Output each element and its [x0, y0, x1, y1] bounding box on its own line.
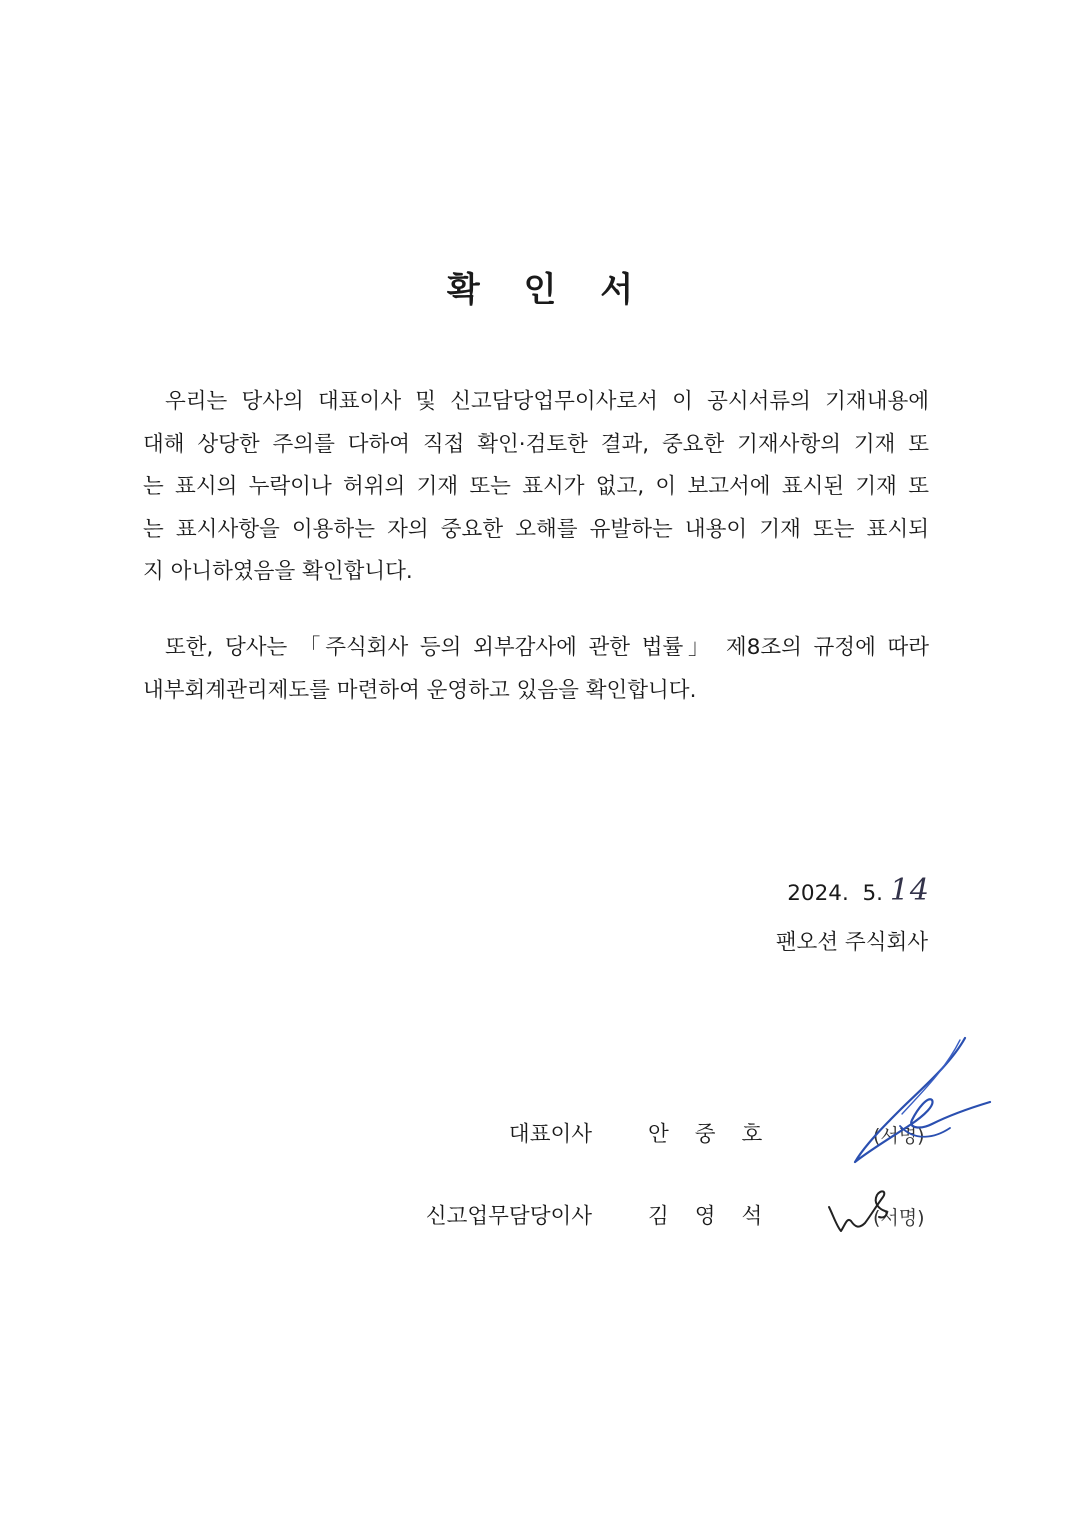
- paragraph-line: 대해 상당한 주의를 다하여 직접 확인·검토한 결과, 중요한 기재사항의 기재 또: [143, 431, 929, 457]
- paragraph-internal-control: [143, 627, 929, 712]
- signature-label: (서명): [873, 1125, 925, 1147]
- paragraph-confirmation: [143, 381, 929, 594]
- document-title: 확 인 서: [446, 270, 650, 310]
- paragraph-line: 내부회계관리제도를 마련하여 운영하고 있음을 확인합니다.: [143, 677, 697, 703]
- document-date: [787, 870, 930, 915]
- signatory-name: 안중호: [648, 1122, 789, 1147]
- signature-label: (서명): [873, 1207, 925, 1229]
- signatory-role: 대표이사: [508, 1122, 592, 1147]
- signatory-role: 신고업무담당이사: [425, 1204, 592, 1229]
- signatory-name: 김영석: [648, 1204, 789, 1229]
- paragraph-line: 는 표시사항을 이용하는 자의 중요한 오해를 유발하는 내용이 기재 또는 표시되: [143, 516, 929, 542]
- company-name: 팬오션 주식회사: [775, 930, 928, 955]
- date-printed: 2024. 5.: [787, 881, 883, 906]
- paragraph-line: 우리는 당사의 대표이사 및 신고담당업무이사로서 이 공시서류의 기재내용에: [165, 389, 929, 414]
- paragraph-line: 또한, 당사는 「주식회사 등의 외부감사에 관한 법률」 제8조의 규정에 따라: [165, 635, 929, 660]
- date-handwritten-day: 14: [889, 873, 930, 908]
- paragraph-line: 는 표시의 누락이나 허위의 기재 또는 표시가 없고, 이 보고서에 표시된 기재 또: [143, 474, 929, 499]
- paragraph-line: 지 아니하였음을 확인합니다.: [143, 559, 413, 584]
